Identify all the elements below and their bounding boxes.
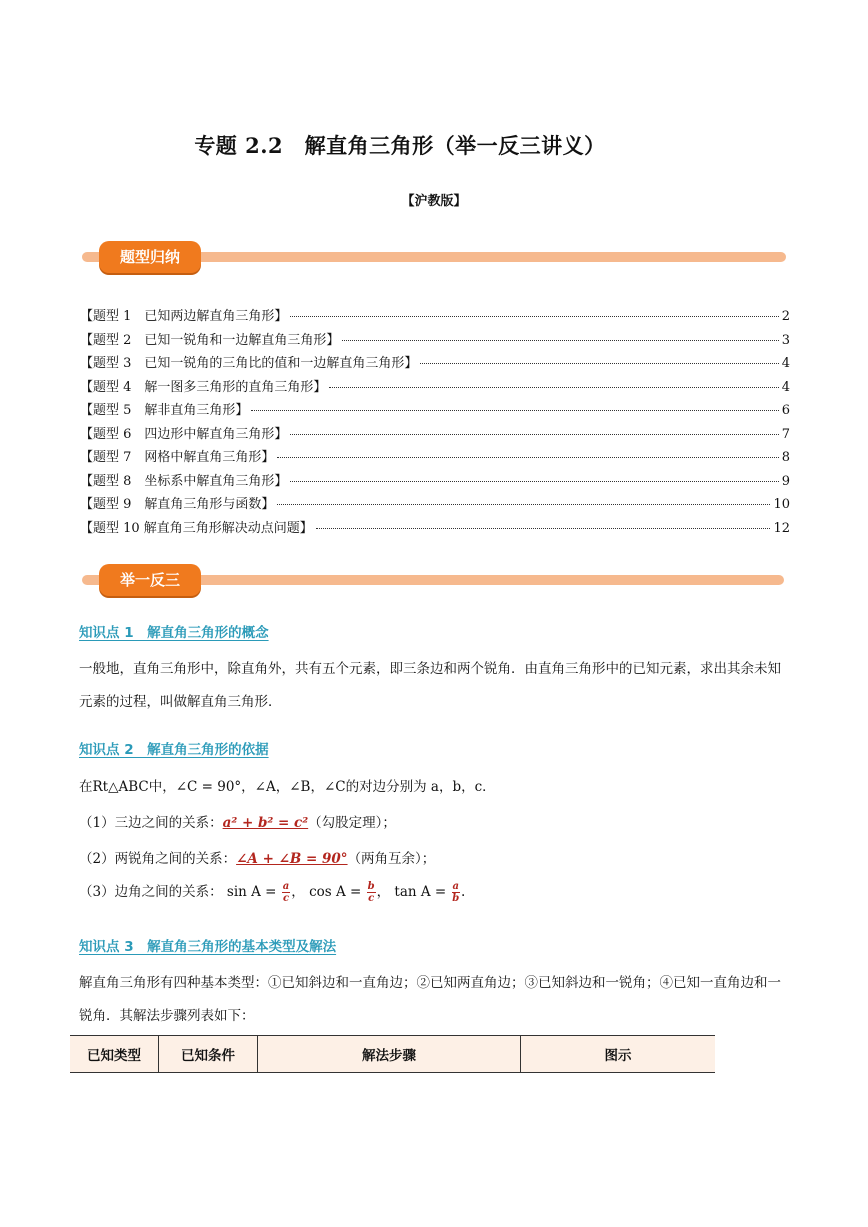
sin-fraction: $\frac{a}{c}$	[282, 881, 290, 904]
toc-entry[interactable]: 【题型 4 解一图多三角形的直角三角形】 4	[80, 379, 790, 395]
kp3-heading: 知识点 3 解直角三角形的基本类型及解法	[79, 939, 337, 955]
kp2-intro: 在Rt△ABC中，∠C = 90°，∠A，∠B，∠C的对边分别为 a，b，c．	[79, 779, 496, 795]
kp2-relation-1: （1）三边之间的关系：a² + b² = c²（勾股定理）；	[79, 815, 396, 831]
table-header-condition: 已知条件	[159, 1036, 258, 1073]
table-of-contents	[80, 305, 790, 540]
kp2-relation-2: （2）两锐角之间的关系：∠A + ∠B = 90°（两角互余）；	[79, 851, 436, 867]
toc-entry[interactable]: 【题型 10 解直角三角形解决动点问题】 12	[80, 520, 790, 536]
table-header-figure: 图示	[521, 1036, 716, 1073]
complementary-angles-formula: ∠A + ∠B = 90°	[236, 851, 348, 867]
edition-label: 【沪教版】	[401, 194, 467, 209]
cos-fraction: $\frac{b}{c}$	[367, 881, 375, 904]
toc-entry[interactable]: 【题型 5 解非直角三角形】 6	[80, 403, 790, 418]
tan-fraction: $\frac{a}{b}$	[452, 881, 460, 904]
section-banner-summary: 题型归纳	[99, 241, 201, 273]
toc-entry[interactable]: 【题型 2 已知一锐角和一边解直角三角形】 3	[80, 332, 790, 348]
toc-entry[interactable]: 【题型 1 已知两边解直角三角形】 2	[80, 309, 790, 324]
toc-entry[interactable]: 【题型 9 解直角三角形与函数】 10	[80, 497, 790, 512]
kp1-text: 一般地，直角三角形中，除直角外，共有五个元素，即三条边和两个锐角．由直角三角形中的已知元素，求出其余未知元素的过程，叫做解直角三角形．	[79, 661, 781, 710]
solution-methods-table	[70, 1035, 715, 1073]
kp1-heading: 知识点 1 解直角三角形的概念	[79, 625, 269, 641]
kp2-relation-3: （3）边角之间的关系： sin A = $\frac{a}{c}$ ， cos A = $\frac{b}{c}$ ， tan A = $\frac{a}{b}$ .	[79, 881, 466, 904]
toc-entry[interactable]: 【题型 6 四边形中解直角三角形】 7	[80, 426, 790, 442]
table-header-type: 已知类型	[70, 1036, 159, 1073]
section-banner-examples: 举一反三	[99, 564, 201, 596]
pythagorean-formula: a² + b² = c²	[222, 815, 309, 831]
toc-entry[interactable]: 【题型 7 网格中解直角三角形】 8	[80, 450, 790, 465]
toc-entry[interactable]: 【题型 3 已知一锐角的三角比的值和一边解直角三角形】 4	[80, 356, 790, 371]
page-title: 专题 2.2 解直角三角形（举一反三讲义）	[194, 133, 606, 158]
kp2-heading: 知识点 2 解直角三角形的依据	[79, 742, 269, 758]
toc-entry[interactable]: 【题型 8 坐标系中解直角三角形】 9	[80, 473, 790, 489]
table-header-steps: 解法步骤	[258, 1036, 521, 1073]
kp3-text: 解直角三角形有四种基本类型：①已知斜边和一直角边；②已知两直角边；③已知斜边和一锐角；④已知一直角边和一锐角．其解法步骤列表如下：	[79, 975, 781, 1024]
